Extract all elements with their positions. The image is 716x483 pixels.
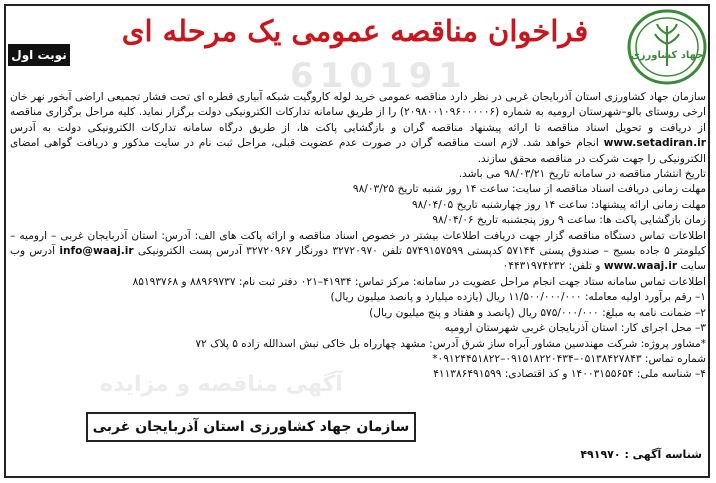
item-phone: شماره تماس: ۰۵۱۳۸۴۲۷۸۴۳–۰۹۱۵۱۸۲۲۰۴۳۴–۰۹۱۲۴۴۵۱۸۲۲* <box>432 352 706 365</box>
jihad-logo <box>626 8 708 86</box>
intro-end: انجام خواهد شد. لازم است مناقصه گران در صورت عدم عضویت قبلی، مراحل ثبت نام در سایت مذکور و دریافت گواهی امضای الکترونیکی را جهت شرکت در مناقصه محقق سازند. <box>10 137 706 165</box>
email-link[interactable]: info@waaj.ir <box>59 245 134 258</box>
item-estimate: ۱– رقم برآورد اولیه معامله: ۱۱/۵۰۰/۰۰۰/۰۰۰ ریال (یازده میلیارد و پانصد میلیون ریال) <box>330 291 706 304</box>
round-badge: نوبت اول <box>8 44 70 66</box>
item-national-id: ۴– شناسه ملی: ۱۴۰۰۳۱۵۵۶۵۴ و کد اقتصادی: ۴۱۱۳۸۶۴۹۱۵۹۹ <box>433 368 706 381</box>
download-deadline: مهلت زمانی دریافت اسناد مناقصه از سایت: ساعت ۱۴ روز شنبه تاریخ ۹۸/۰۳/۲۵ <box>352 183 706 196</box>
watermark-number: 610191 <box>290 56 468 96</box>
website-link[interactable]: www.waaj.ir <box>603 260 678 273</box>
submit-deadline: مهلت زمانی ارائه پیشنهاد: ساعت ۱۴ روز چهارشنبه تاریخ ۹۸/۰۴/۰۵ <box>411 198 706 211</box>
contact-text: اطلاعات تماس دستگاه مناقصه گزار جهت دریافت اطلاعات بیشتر در خصوص اسناد مناقصه و ارائه پاکت های الف: آدرس: استان آذربایجان غربی – ارومیه – کیلومتر ۵ جاده بسیج – صندوق پستی ۵۷۱۴۴ کدپستی ۵۷۴۹۱۵۷۵۹۹ تلفن ۳۲۷۲۰۹۷۰ دورنگار ۳۲۷۲۰۹۶۷ آدرس پست الکترونیکی <box>10 229 706 258</box>
site-label: آدرس وب سایت <box>10 245 706 273</box>
contact-info <box>10 229 706 275</box>
paragraph-intro <box>10 90 706 167</box>
notice-body <box>10 90 706 383</box>
watermark-text: آگهی مناقصه و مزایده <box>100 372 343 397</box>
ad-id-number: ۴۹۱۹۷۰ <box>580 448 621 461</box>
setad-contact: اطلاعات تماس سامانه ستاد جهت انجام مراحل عضویت در سامانه: مرکز تماس: ۴۱۹۳۴–۰۲۱ دفتر ثبت نام: ۸۸۹۶۹۷۳۷ و ۸۵۱۹۳۷۶۸ <box>132 275 706 288</box>
notice-title: فراخوان مناقصه عمومی یک مرحله ای <box>121 14 589 48</box>
publish-date: تاریخ انتشار مناقصه در سامانه تاریخ ۹۸/۰۳/۲۱ می باشد. <box>458 168 706 181</box>
organization-box: سازمان جهاد کشاورزی استان آذربایجان غربی <box>86 412 416 442</box>
item-guarantee: ۲– ضمانت نامه به مبلغ: ۵۷۵/۰۰۰/۰۰۰ ریال (پانصد و هفتاد و پنج میلیون ریال) <box>369 306 706 319</box>
contact-phone: و تلفن: ۰۴۴۳۱۹۷۴۲۳۲ <box>502 260 601 273</box>
intro-text: سازمان جهاد کشاورزی استان آذربایجان غربی در نظر دارد مناقصه عمومی خرید لوله کاروگیت شبکه آبیاری قطره ای تحت فشار تجمیعی اراضی آبخور نهر خان ارخی روستای بالو–شهرستان ارومیه به شماره (۲۰۹۸۰۰۱۰۹۶۰۰۰۰۰۶) را از طریق سامانه تدارکات الکترونیکی دولت برگزار نماید. کلیه مراحل برگزاری مناقصه از دریافت و تحویل اسناد مناقصه تا ارائه پیشنهاد مناقصه گران و بازگشایی پاکت ها، از طریق درگاه سامانه تدارکات الکترونیکی دولت به آدرس <box>10 91 706 134</box>
opening-time: زمان بازگشایی پاکت ها: ساعت ۹ روز پنجشنبه تاریخ ۹۸/۰۴/۰۶ <box>432 214 706 227</box>
wheat-emblem-icon <box>626 8 708 86</box>
item-location: ۳– محل اجرای کار: استان آذربایجان غربی شهرستان ارومیه <box>444 322 706 335</box>
ad-id <box>580 448 702 461</box>
item-consultant: *مشاور پروژه: شرکت مهندسین مشاور آبراه ساز شرق آدرس: مشهد چهارراه بل خاکی نبش اسدالله زاده ۵ پلاک ۷۲ <box>195 337 706 350</box>
logo-text: جهاد کشاورزی <box>630 50 704 61</box>
setad-url[interactable]: www.setadiran.ir <box>603 137 706 150</box>
ad-id-label: شناسه آگهی : <box>624 448 702 461</box>
